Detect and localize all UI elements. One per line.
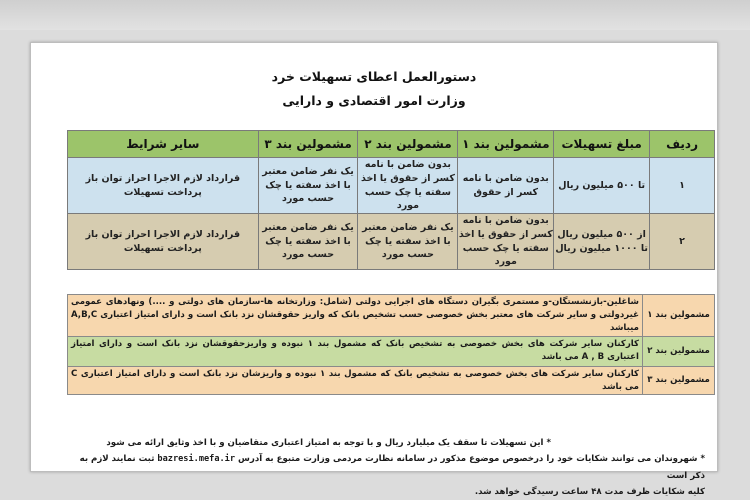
definitions-table — [67, 294, 715, 395]
definition-row — [68, 366, 715, 395]
note-complaints-text-end: ثبت نمایند لازم به ذکر است — [79, 454, 705, 481]
cell-sayer: قرارداد لازم الاجرا احراز توان باز پرداخت تسهیلات — [68, 158, 259, 214]
definition-text: شاغلین-بازنشستگان-و مستمری بگیران دستگاه های اجرایی دولتی (شامل: وزارتخانه ها-سازمان های دولتی و ....) ونهادهای عمومی غیردولتی و سایر شرکت های معتبر بخش خصوصی حسب تشخیص بانک که واریز حقوقشان نزد بانک است و دارای امتیاز اعتباری A,B,C میباشد — [68, 295, 643, 337]
complaints-site-link[interactable]: bazresi.mefa.ir — [157, 454, 236, 465]
document-title: دستورالعمل اعطای تسهیلات خرد — [271, 69, 477, 84]
definition-row — [68, 336, 715, 366]
facilities-table — [67, 130, 715, 270]
note-complaints — [71, 451, 711, 484]
note-limit: * این تسهیلات تا سقف یک میلیارد ریال و با توجه به امتیاز اعتباری متقاضیان و با اخذ وثایق ارائه می شود — [106, 438, 551, 448]
definition-label: مشمولین بند ۲ — [643, 336, 715, 366]
definition-text: کارکنان سایر شرکت های بخش خصوصی به تشخیص بانک که مشمول بند ۱ نبوده و واریزشان نزد بانک است و دارای امتیاز اعتباری C می باشد — [68, 366, 643, 395]
document-page — [30, 42, 718, 497]
cell-band3: یک نفر ضامن معتبر با اخذ سفته یا چک حسب مورد — [258, 158, 358, 214]
header-radif: ردیف — [650, 131, 715, 158]
cell-sayer: قرارداد لازم الاجرا احراز توان باز پرداخت تسهیلات — [68, 214, 259, 270]
cell-band1: بدون ضامن با نامه کسر از حقوق یا اخذ سفته یا چک حسب مورد — [458, 214, 554, 270]
document-subtitle: وزارت امور اقتصادی و دارایی — [282, 93, 466, 108]
cell-band2: یک نفر ضامن معتبر با اخذ سفته یا چک حسب مورد — [358, 214, 458, 270]
cell-radif: ۲ — [650, 214, 715, 270]
notes-section — [71, 435, 711, 500]
cell-radif: ۱ — [650, 158, 715, 214]
header-band3: مشمولین بند ۳ — [258, 131, 358, 158]
viewer-backdrop — [0, 0, 750, 30]
cell-mablagh: از ۵۰۰ میلیون ریال تا ۱۰۰۰ میلیون ریال — [554, 214, 650, 270]
cell-mablagh: تا ۵۰۰ میلیون ریال — [554, 158, 650, 214]
header-band1: مشمولین بند ۱ — [458, 131, 554, 158]
definition-label: مشمولین بند ۱ — [643, 295, 715, 337]
header-band2: مشمولین بند ۲ — [358, 131, 458, 158]
table-header-row — [68, 131, 715, 158]
note-complaints-text: * شهروندان می توانند شکایات خود را درخصوص موضوع مذکور در سامانه نظارت مردمی وزارت متبوع به آدرس — [238, 454, 705, 465]
cell-band2: بدون ضامن با نامه کسر از حقوق یا اخذ سفته یا چک حسب مورد — [358, 158, 458, 214]
note-response-time: کلیه شکایات ظرف مدت ۴۸ ساعت رسیدگی خواهد شد. — [474, 486, 705, 497]
definition-text: کارکنان سایر شرکت های بخش خصوصی به تشخیص بانک که مشمول بند ۱ نبوده و واریزحقوقشان نزد بانک است و دارای امتیاز اعتباری A , B می باشد — [68, 336, 643, 366]
header-sayer: سایر شرایط — [68, 131, 259, 158]
table-row — [68, 158, 715, 214]
header-mablagh: مبلغ تسهیلات — [554, 131, 650, 158]
cell-band3: یک نفر ضامن معتبر با اخذ سفته یا چک حسب مورد — [258, 214, 358, 270]
cell-band1: بدون ضامن با نامه کسر از حقوق — [458, 158, 554, 214]
definition-label: مشمولین بند ۳ — [643, 366, 715, 395]
definition-row — [68, 295, 715, 337]
table-row — [68, 214, 715, 270]
